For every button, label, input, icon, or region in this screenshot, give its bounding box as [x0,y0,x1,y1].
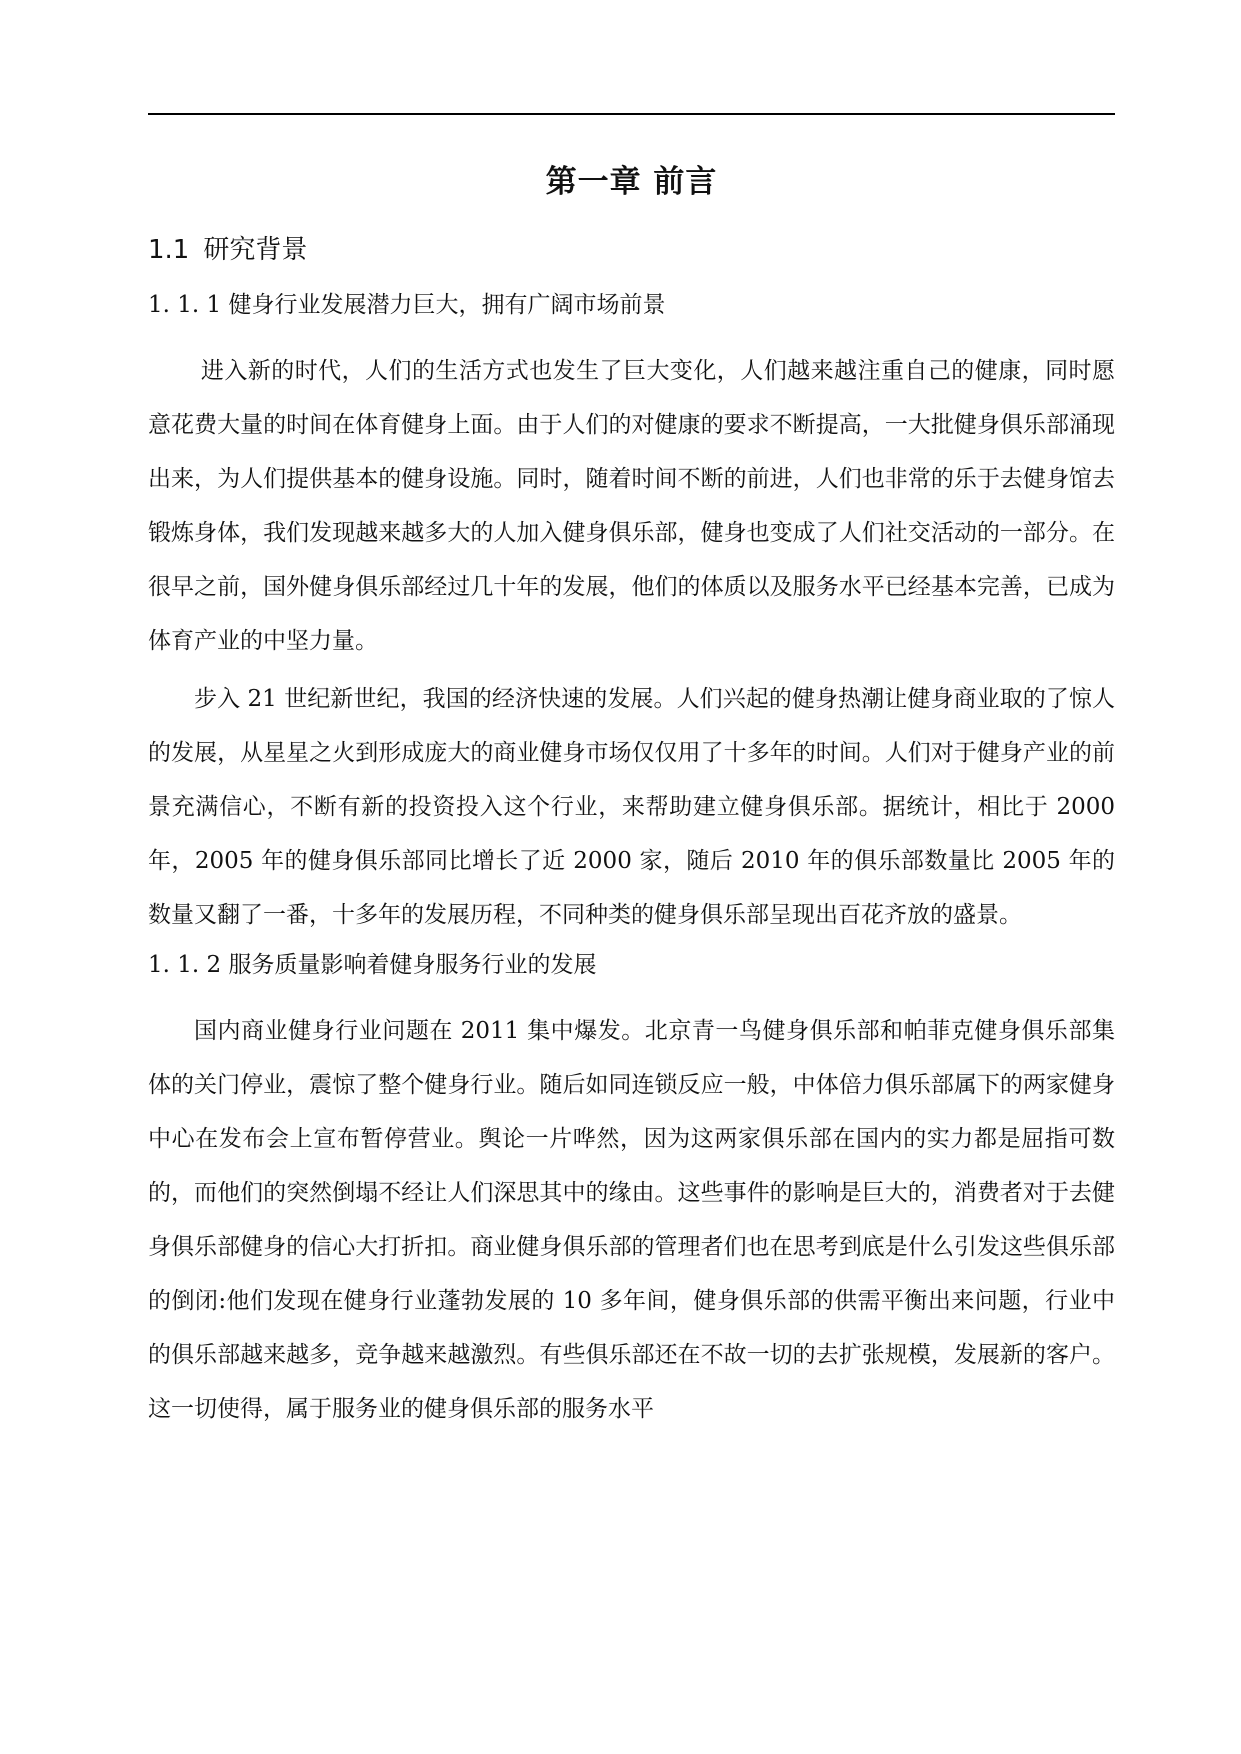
header-rule [148,113,1115,115]
paragraph: 进入新的时代，人们的生活方式也发生了巨大变化，人们越来越注重自己的健康，同时愿意花费大量的时间在体育健身上面。由于人们的对健康的要求不断提高，一大批健身俱乐部涌现出来，为人们提供基本的健身设施。同时，随着时间不断的前进，人们也非常的乐于去健身馆去锻炼身体，我们发现越来越多大的人加入健身俱乐部，健身也变成了人们社交活动的一部分。在很早之前，国外健身俱乐部经过几十年的发展，他们的体质以及服务水平已经基本完善，已成为体育产业的中坚力量。 [148,358,1115,654]
subsection-heading-2: 1. 1. 2 服务质量影响着健身服务行业的发展 [148,952,597,978]
section-heading [148,230,1115,270]
paragraph: 步入 21 世纪新世纪，我国的经济快速的发展。人们兴起的健身热潮让健身商业取的了惊人的发展，从星星之火到形成庞大的商业健身市场仅仅用了十多年的时间。人们对于健身产业的前景充满信心，不断有新的投资投入这个行业，来帮助建立健身俱乐部。据统计，相比于 2000 年，2005 年的健身俱乐部同比增长了近 2000 家，随后 2010 年的俱乐部数量比 2005 年的数量又翻了一番，十多年的发展历程，不同种类的健身俱乐部呈现出百花齐放的盛景。 [148,686,1115,928]
subsection-heading-1: 1. 1. 1 健身行业发展潜力巨大，拥有广阔市场前景 [148,292,666,318]
section-title: 研究背景 [203,235,308,265]
paragraph: 国内商业健身行业问题在 2011 集中爆发。北京青一鸟健身俱乐部和帕菲克健身俱乐部集体的关门停业，震惊了整个健身行业。随后如同连锁反应一般，中体倍力俱乐部属下的两家健身中心在发布会上宣布暂停营业。舆论一片哗然，因为这两家俱乐部在国内的实力都是屈指可数的，而他们的突然倒塌不经让人们深思其中的缘由。这些事件的影响是巨大的，消费者对于去健身俱乐部健身的信心大打折扣。商业健身俱乐部的管理者们也在思考到底是什么引发这些俱乐部的倒闭:他们发现在健身行业蓬勃发展的 10 多年间，健身俱乐部的供需平衡出来问题，行业中的俱乐部越来越多，竞争越来越激烈。有些俱乐部还在不故一切的去扩张规模，发展新的客户。这一切使得，属于服务业的健身俱乐部的服务水平 [148,1018,1115,1422]
page-content [148,160,1115,1440]
chapter-title: 第一章 前言 [545,164,718,200]
section-number: 1.1 [148,235,190,265]
